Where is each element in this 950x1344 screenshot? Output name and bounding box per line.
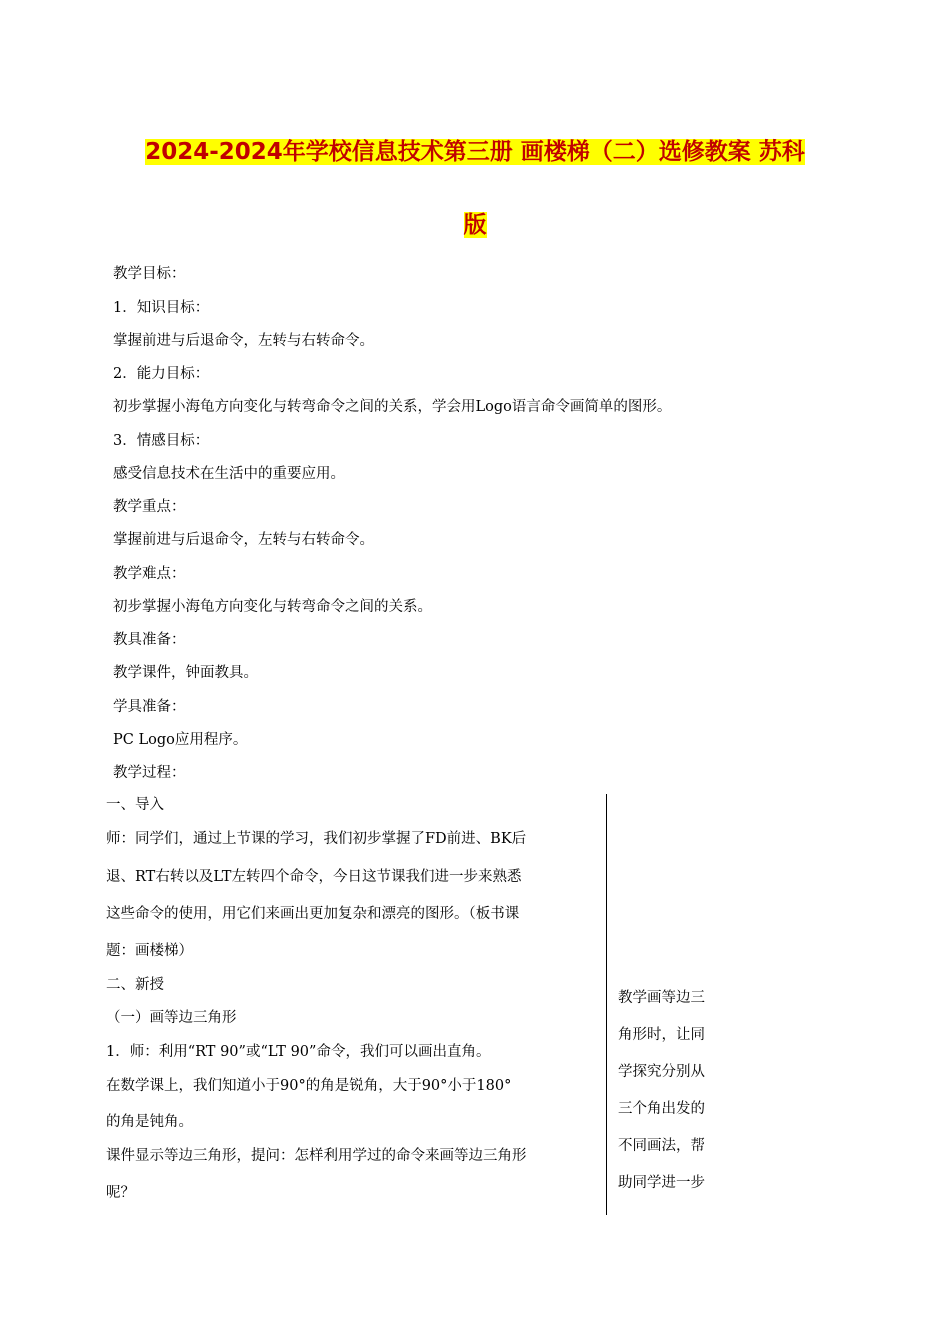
- paragraph: 初步掌握小海龟方向变化与转弯命令之间的关系。: [113, 599, 432, 615]
- paragraph: 教具准备：: [113, 632, 186, 648]
- note-line: 角形时，让同: [618, 1027, 705, 1043]
- table-line: 题：画楼梯）: [106, 943, 193, 959]
- paragraph: 教学难点：: [113, 566, 186, 582]
- table-line: 二、新授: [106, 977, 164, 993]
- paragraph: 掌握前进与后退命令，左转与右转命令。: [113, 333, 374, 349]
- title-text-1: 2024-2024年学校信息技术第三册 画楼梯（二）选修教案 苏科: [145, 139, 805, 165]
- paragraph: 初步掌握小海龟方向变化与转弯命令之间的关系，学会用Logo语言命令画简单的图形。: [113, 399, 672, 415]
- paragraph: 3．情感目标：: [113, 433, 210, 449]
- title-text-2: 版: [463, 212, 487, 238]
- table-line: 退、RT右转以及LT左转四个命令，今日这节课我们进一步来熟悉: [106, 869, 522, 885]
- paragraph: 感受信息技术在生活中的重要应用。: [113, 466, 345, 482]
- paragraph: PC Logo应用程序。: [113, 732, 248, 748]
- paragraph: 教学过程：: [113, 765, 186, 781]
- paragraph: 掌握前进与后退命令，左转与右转命令。: [113, 532, 374, 548]
- lesson-process-table: [106, 794, 731, 1215]
- table-line: 1．师：利用“RT 90”或“LT 90”命令，我们可以画出直角。: [106, 1044, 491, 1060]
- note-line: 学探究分别从: [618, 1064, 705, 1080]
- note-line: 不同画法，帮: [618, 1138, 705, 1154]
- table-line: 课件显示等边三角形，提问：怎样利用学过的命令来画等边三角形: [106, 1148, 527, 1164]
- table-line: 一、导入: [106, 797, 164, 813]
- paragraph: 教学重点：: [113, 499, 186, 515]
- table-line: 呢？: [106, 1185, 135, 1201]
- table-line: 在数学课上，我们知道小于90°的角是锐角，大于90°小于180°: [106, 1078, 512, 1094]
- note-line: 助同学进一步: [618, 1175, 705, 1191]
- document-title-line-2: [0, 210, 950, 240]
- paragraph: 2．能力目标：: [113, 366, 210, 382]
- paragraph: 1．知识目标：: [113, 300, 210, 316]
- paragraph: 教学课件，钟面教具。: [113, 665, 258, 681]
- note-line: 教学画等边三: [618, 990, 705, 1006]
- paragraph: 教学目标：: [113, 266, 186, 282]
- paragraph: 学具准备：: [113, 699, 186, 715]
- table-line: （一）画等边三角形: [106, 1010, 237, 1026]
- table-line: 这些命令的使用，用它们来画出更加复杂和漂亮的图形。（板书课: [106, 906, 520, 922]
- table-line: 的角是钝角。: [106, 1114, 193, 1130]
- note-line: 三个角出发的: [618, 1101, 705, 1117]
- table-line: 师：同学们，通过上节课的学习，我们初步掌握了FD前进、BK后: [106, 831, 527, 847]
- table-column-divider: [606, 794, 607, 1215]
- document-title-line-1: [0, 137, 950, 167]
